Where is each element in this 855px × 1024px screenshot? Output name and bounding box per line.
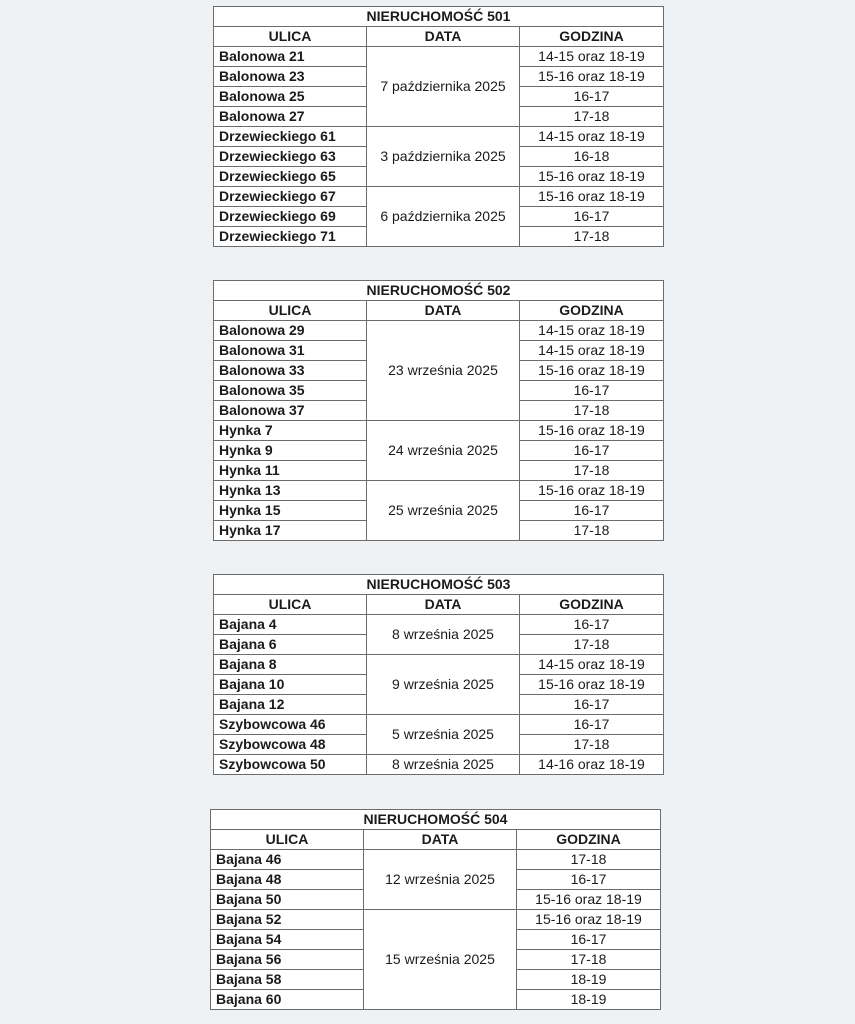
street-cell: Bajana 10 bbox=[214, 675, 367, 695]
hour-cell: 15-16 oraz 18-19 bbox=[520, 481, 664, 501]
street-cell: Balonowa 31 bbox=[214, 341, 367, 361]
hour-cell: 15-16 oraz 18-19 bbox=[520, 187, 664, 207]
hour-cell: 16-18 bbox=[520, 147, 664, 167]
hour-cell: 17-18 bbox=[520, 401, 664, 421]
street-cell: Bajana 54 bbox=[211, 930, 364, 950]
schedule-table-501 bbox=[213, 6, 664, 247]
hour-cell: 16-17 bbox=[520, 381, 664, 401]
hour-cell: 17-18 bbox=[520, 635, 664, 655]
table-row bbox=[214, 127, 664, 147]
street-cell: Drzewieckiego 69 bbox=[214, 207, 367, 227]
street-cell: Bajana 48 bbox=[211, 870, 364, 890]
hour-cell: 16-17 bbox=[517, 870, 661, 890]
hour-cell: 16-17 bbox=[520, 695, 664, 715]
street-cell: Balonowa 35 bbox=[214, 381, 367, 401]
date-cell: 6 października 2025 bbox=[367, 187, 520, 247]
hour-cell: 16-17 bbox=[520, 441, 664, 461]
street-cell: Balonowa 33 bbox=[214, 361, 367, 381]
table-title-row bbox=[214, 281, 664, 301]
table-row bbox=[211, 850, 661, 870]
hour-cell: 16-17 bbox=[517, 930, 661, 950]
date-cell: 8 września 2025 bbox=[367, 615, 520, 655]
street-cell: Balonowa 23 bbox=[214, 67, 367, 87]
schedule-table bbox=[213, 6, 664, 247]
table-row bbox=[214, 655, 664, 675]
street-cell: Bajana 12 bbox=[214, 695, 367, 715]
column-header-hour: GODZINA bbox=[520, 595, 664, 615]
table-row bbox=[214, 47, 664, 67]
street-cell: Bajana 8 bbox=[214, 655, 367, 675]
hour-cell: 17-18 bbox=[517, 950, 661, 970]
hour-cell: 15-16 oraz 18-19 bbox=[520, 361, 664, 381]
column-header-date: DATA bbox=[364, 830, 517, 850]
hour-cell: 14-16 oraz 18-19 bbox=[520, 755, 664, 775]
street-cell: Drzewieckiego 67 bbox=[214, 187, 367, 207]
table-row bbox=[214, 715, 664, 735]
column-header-street: ULICA bbox=[214, 301, 367, 321]
hour-cell: 17-18 bbox=[520, 227, 664, 247]
table-title: NIERUCHOMOŚĆ 502 bbox=[214, 281, 664, 301]
street-cell: Bajana 6 bbox=[214, 635, 367, 655]
street-cell: Drzewieckiego 63 bbox=[214, 147, 367, 167]
hour-cell: 16-17 bbox=[520, 207, 664, 227]
street-cell: Hynka 7 bbox=[214, 421, 367, 441]
street-cell: Bajana 60 bbox=[211, 990, 364, 1010]
hour-cell: 18-19 bbox=[517, 970, 661, 990]
hour-cell: 15-16 oraz 18-19 bbox=[520, 167, 664, 187]
hour-cell: 16-17 bbox=[520, 501, 664, 521]
date-cell: 12 września 2025 bbox=[364, 850, 517, 910]
hour-cell: 14-15 oraz 18-19 bbox=[520, 655, 664, 675]
table-header-row bbox=[211, 830, 661, 850]
date-cell: 25 września 2025 bbox=[367, 481, 520, 541]
table-row bbox=[211, 910, 661, 930]
hour-cell: 18-19 bbox=[517, 990, 661, 1010]
street-cell: Drzewieckiego 65 bbox=[214, 167, 367, 187]
column-header-date: DATA bbox=[367, 595, 520, 615]
column-header-hour: GODZINA bbox=[520, 27, 664, 47]
street-cell: Hynka 15 bbox=[214, 501, 367, 521]
hour-cell: 17-18 bbox=[520, 107, 664, 127]
table-row bbox=[214, 187, 664, 207]
column-header-hour: GODZINA bbox=[517, 830, 661, 850]
hour-cell: 14-15 oraz 18-19 bbox=[520, 47, 664, 67]
hour-cell: 17-18 bbox=[520, 735, 664, 755]
street-cell: Bajana 52 bbox=[211, 910, 364, 930]
hour-cell: 15-16 oraz 18-19 bbox=[520, 421, 664, 441]
table-title: NIERUCHOMOŚĆ 504 bbox=[211, 810, 661, 830]
schedule-table bbox=[213, 574, 664, 775]
schedule-table-502 bbox=[213, 280, 664, 541]
table-row bbox=[214, 615, 664, 635]
date-cell: 3 października 2025 bbox=[367, 127, 520, 187]
table-title-row bbox=[214, 575, 664, 595]
street-cell: Bajana 50 bbox=[211, 890, 364, 910]
street-cell: Bajana 58 bbox=[211, 970, 364, 990]
street-cell: Szybowcowa 46 bbox=[214, 715, 367, 735]
column-header-date: DATA bbox=[367, 27, 520, 47]
table-title-row bbox=[211, 810, 661, 830]
hour-cell: 14-15 oraz 18-19 bbox=[520, 341, 664, 361]
street-cell: Balonowa 21 bbox=[214, 47, 367, 67]
hour-cell: 16-17 bbox=[520, 87, 664, 107]
schedule-table bbox=[210, 809, 661, 1010]
date-cell: 5 września 2025 bbox=[367, 715, 520, 755]
column-header-street: ULICA bbox=[214, 27, 367, 47]
table-row bbox=[214, 421, 664, 441]
column-header-hour: GODZINA bbox=[520, 301, 664, 321]
schedule-table-504 bbox=[210, 809, 661, 1010]
hour-cell: 14-15 oraz 18-19 bbox=[520, 127, 664, 147]
schedule-table-503 bbox=[213, 574, 664, 775]
street-cell: Hynka 17 bbox=[214, 521, 367, 541]
schedule-table bbox=[213, 280, 664, 541]
date-cell: 15 września 2025 bbox=[364, 910, 517, 1010]
table-row bbox=[214, 321, 664, 341]
table-title-row bbox=[214, 7, 664, 27]
date-cell: 24 września 2025 bbox=[367, 421, 520, 481]
street-cell: Szybowcowa 50 bbox=[214, 755, 367, 775]
column-header-street: ULICA bbox=[214, 595, 367, 615]
table-header-row bbox=[214, 301, 664, 321]
hour-cell: 15-16 oraz 18-19 bbox=[520, 675, 664, 695]
hour-cell: 15-16 oraz 18-19 bbox=[517, 910, 661, 930]
street-cell: Hynka 11 bbox=[214, 461, 367, 481]
street-cell: Balonowa 27 bbox=[214, 107, 367, 127]
street-cell: Drzewieckiego 71 bbox=[214, 227, 367, 247]
column-header-street: ULICA bbox=[211, 830, 364, 850]
hour-cell: 16-17 bbox=[520, 615, 664, 635]
date-cell: 9 września 2025 bbox=[367, 655, 520, 715]
hour-cell: 17-18 bbox=[520, 461, 664, 481]
table-header-row bbox=[214, 595, 664, 615]
street-cell: Bajana 4 bbox=[214, 615, 367, 635]
date-cell: 7 października 2025 bbox=[367, 47, 520, 127]
table-title: NIERUCHOMOŚĆ 501 bbox=[214, 7, 664, 27]
column-header-date: DATA bbox=[367, 301, 520, 321]
hour-cell: 15-16 oraz 18-19 bbox=[520, 67, 664, 87]
table-row bbox=[214, 481, 664, 501]
hour-cell: 17-18 bbox=[520, 521, 664, 541]
date-cell: 23 września 2025 bbox=[367, 321, 520, 421]
street-cell: Szybowcowa 48 bbox=[214, 735, 367, 755]
date-cell: 8 września 2025 bbox=[367, 755, 520, 775]
table-row bbox=[214, 755, 664, 775]
street-cell: Drzewieckiego 61 bbox=[214, 127, 367, 147]
hour-cell: 16-17 bbox=[520, 715, 664, 735]
hour-cell: 17-18 bbox=[517, 850, 661, 870]
hour-cell: 15-16 oraz 18-19 bbox=[517, 890, 661, 910]
table-title: NIERUCHOMOŚĆ 503 bbox=[214, 575, 664, 595]
hour-cell: 14-15 oraz 18-19 bbox=[520, 321, 664, 341]
table-header-row bbox=[214, 27, 664, 47]
street-cell: Hynka 13 bbox=[214, 481, 367, 501]
street-cell: Hynka 9 bbox=[214, 441, 367, 461]
street-cell: Balonowa 37 bbox=[214, 401, 367, 421]
street-cell: Bajana 46 bbox=[211, 850, 364, 870]
street-cell: Bajana 56 bbox=[211, 950, 364, 970]
street-cell: Balonowa 29 bbox=[214, 321, 367, 341]
street-cell: Balonowa 25 bbox=[214, 87, 367, 107]
